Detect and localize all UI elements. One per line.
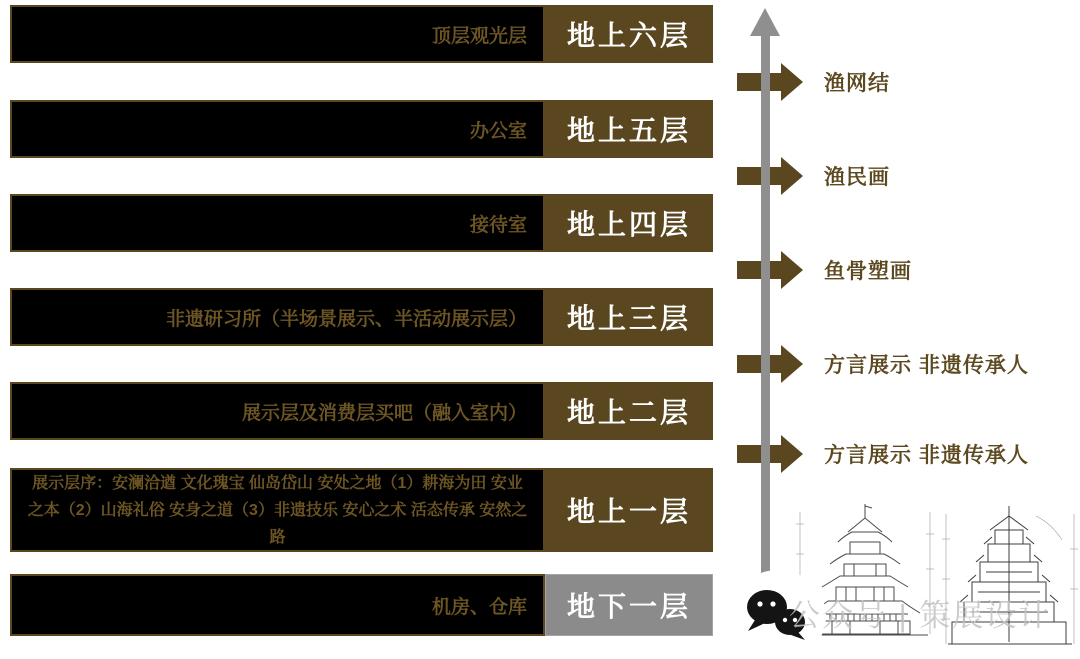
floor-label: 地上五层: [545, 100, 713, 158]
floor-desc: 接待室: [469, 214, 527, 236]
annotation-label: 渔民画: [824, 166, 890, 189]
floor-row: [10, 468, 713, 552]
up-arrow-shaft: [761, 34, 770, 648]
floor-row: [10, 574, 713, 636]
floor-desc-bar: [10, 468, 545, 552]
floor-desc: 非遗研习所（半场景展示、半活动展示层）: [165, 308, 527, 330]
floor-label: 地上二层: [545, 382, 713, 440]
right-arrow-icon: [737, 157, 803, 195]
annotation-label: 渔网结: [824, 72, 890, 95]
floor-desc: 办公室: [469, 120, 527, 142]
floor-row: [10, 288, 713, 346]
floor-row: [10, 194, 713, 252]
floor-desc: 顶层观光层: [431, 25, 527, 47]
floor-label: 地上四层: [545, 194, 713, 252]
up-arrow-icon: [750, 8, 780, 36]
floor-desc: 机房、仓库: [431, 596, 527, 618]
floor-desc: 展示层及消费层买吧（融入室内）: [241, 402, 527, 424]
floor-label: 地上六层: [545, 5, 713, 63]
floor-desc-bar: [10, 100, 545, 158]
floor-label: 地上一层: [545, 468, 713, 552]
floor-desc-bar: [10, 5, 545, 63]
floor-desc-bar: [10, 194, 545, 252]
floor-desc-multiline: [24, 470, 531, 551]
right-arrow-icon: [737, 345, 803, 383]
annotation-label: 方言展示 非遗传承人: [824, 354, 1029, 377]
right-arrow-icon: [737, 435, 803, 473]
floor-desc-line1: 展示层序：安澜洽遒 文化瑰宝 仙岛岱山 安处之地（1）耕海为田 安业: [32, 474, 523, 492]
watermark-text: 公众号 | 策展设计: [789, 598, 1052, 633]
annotation-label: 方言展示 非遗传承人: [824, 444, 1029, 467]
floor-desc-bar: [10, 288, 545, 346]
floor-row: [10, 100, 713, 158]
annotation-label: 鱼骨塑画: [824, 260, 912, 283]
floor-row: [10, 5, 713, 63]
floor-desc-bar: [10, 574, 545, 636]
floor-row: [10, 382, 713, 440]
floor-label: 地上三层: [545, 288, 713, 346]
right-arrow-icon: [737, 251, 803, 289]
floor-desc-bar: [10, 382, 545, 440]
right-arrow-icon: [737, 63, 803, 101]
floor-label-basement: 地下一层: [545, 574, 713, 636]
floor-desc-line2: 之本（2）山海礼俗 安身之道（3）非遗技乐 安心之术 活态传承 安然之路: [27, 501, 528, 546]
